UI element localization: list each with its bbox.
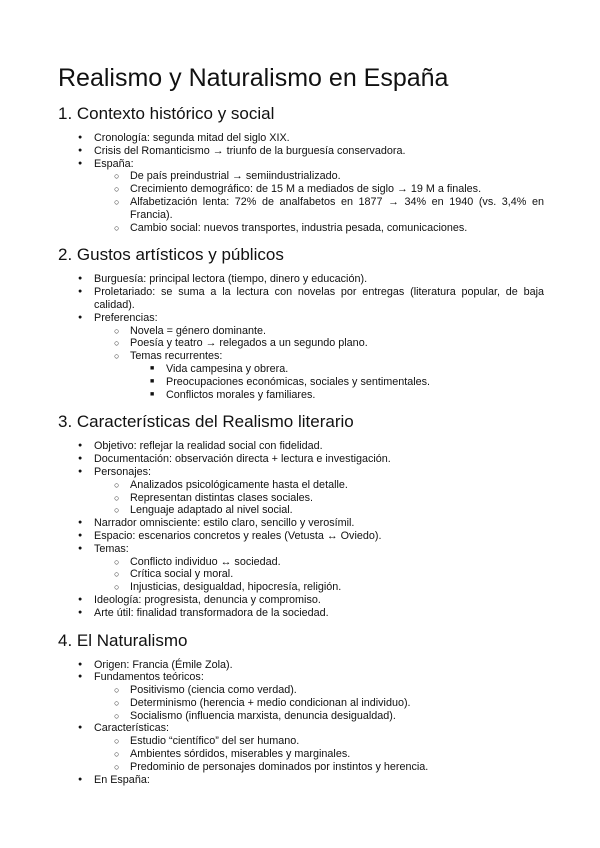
sub-list <box>94 735 544 773</box>
list-item: ● En España: <box>58 774 544 787</box>
list-item: ● Arte útil: finalidad transformadora de la sociedad. <box>58 607 544 620</box>
list-item: ○ Estudio “científico” del ser humano. <box>94 735 544 748</box>
list-item: ● Ideología: progresista, denuncia y compromiso. <box>58 594 544 607</box>
sub-list <box>94 325 544 402</box>
list-item: ○ Crecimiento demográfico: de 15 M a mediados de siglo → 19 M a finales. <box>94 183 544 196</box>
section-realismo <box>58 410 544 619</box>
bullet-list <box>58 440 544 619</box>
list-item: ● Crisis del Romanticismo → triunfo de la burguesía conservadora. <box>58 145 544 158</box>
list-item: ○ Analizados psicológicamente hasta el detalle. <box>94 479 544 492</box>
list-item-label: Temas recurrentes: <box>130 350 223 363</box>
list-item <box>58 312 544 402</box>
list-item: ● Documentación: observación directa + lectura e investigación. <box>58 453 544 466</box>
list-item: ○ Socialismo (influencia marxista, denuncia desigualdad). <box>94 710 544 723</box>
list-item-label: Temas: <box>94 542 129 555</box>
section-gustos <box>58 243 544 401</box>
list-item: ○ Ambientes sórdidos, miserables y marginales. <box>94 748 544 761</box>
list-item: ○ De país preindustrial → semiindustrializado. <box>94 170 544 183</box>
section-heading: 3. Características del Realismo literario <box>58 412 354 432</box>
list-item: ● Origen: Francia (Émile Zola). <box>58 659 544 672</box>
list-item: ○ Crítica social y moral. <box>94 568 544 581</box>
list-item-label: Características: <box>94 722 169 735</box>
list-item: ○ Poesía y teatro → relegados a un segundo plano. <box>94 337 544 350</box>
sub-list <box>94 684 544 722</box>
list-item: ■ Conflictos morales y familiares. <box>130 389 544 402</box>
list-item: ● Cronología: segunda mitad del siglo XIX. <box>58 132 544 145</box>
list-item: ● Espacio: escenarios concretos y reales (Vetusta ↔ Oviedo). <box>58 530 544 543</box>
list-item: ○ Novela = género dominante. <box>94 325 544 338</box>
bullet-list <box>58 273 544 401</box>
list-item-label: Preferencias: <box>94 311 158 324</box>
list-item: ● Narrador omnisciente: estilo claro, sencillo y verosímil. <box>58 517 544 530</box>
bullet-list <box>58 132 544 234</box>
sub-list <box>94 170 544 234</box>
list-item: ● Burguesía: principal lectora (tiempo, dinero y educación). <box>58 273 544 286</box>
section-heading: 2. Gustos artísticos y públicos <box>58 245 284 265</box>
bullet-list <box>58 659 544 787</box>
list-item: ○ Injusticias, desigualdad, hipocresía, religión. <box>94 581 544 594</box>
section-contexto <box>58 102 544 234</box>
list-item: ○ Alfabetización lenta: 72% de analfabetos en 1877 → 34% en 1940 (vs. 3,4% en Francia). <box>94 196 544 222</box>
sub-list <box>94 556 544 594</box>
list-item: ● Proletariado: se suma a la lectura con novelas por entregas (literatura popular, de baja calidad). <box>58 286 544 312</box>
list-item: ○ Lenguaje adaptado al nivel social. <box>94 504 544 517</box>
list-item: ○ Cambio social: nuevos transportes, industria pesada, comunicaciones. <box>94 222 544 235</box>
list-item: ■ Preocupaciones económicas, sociales y sentimentales. <box>130 376 544 389</box>
list-item <box>58 466 544 517</box>
list-item <box>58 671 544 722</box>
sub-list <box>94 479 544 517</box>
list-item-label: España: <box>94 157 134 170</box>
list-item: ■ Vida campesina y obrera. <box>130 363 544 376</box>
list-item: ○ Positivismo (ciencia como verdad). <box>94 684 544 697</box>
sub-sub-list <box>130 363 544 401</box>
list-item <box>58 158 544 235</box>
list-item-label: Personajes: <box>94 465 152 478</box>
list-item: ● Objetivo: reflejar la realidad social con fidelidad. <box>58 440 544 453</box>
list-item <box>94 350 544 401</box>
document-title: Realismo y Naturalismo en España <box>58 64 449 92</box>
list-item: ○ Representan distintas clases sociales. <box>94 492 544 505</box>
list-item: ○ Predominio de personajes dominados por instintos y herencia. <box>94 761 544 774</box>
list-item-label: Fundamentos teóricos: <box>94 671 204 684</box>
list-item: ○ Conflicto individuo ↔ sociedad. <box>94 556 544 569</box>
section-heading: 1. Contexto histórico y social <box>58 104 275 123</box>
list-item <box>58 543 544 594</box>
list-item <box>58 722 544 773</box>
section-heading: 4. El Naturalismo <box>58 630 188 650</box>
section-naturalismo <box>58 629 544 787</box>
list-item: ○ Determinismo (herencia + medio condicionan al individuo). <box>94 697 544 710</box>
